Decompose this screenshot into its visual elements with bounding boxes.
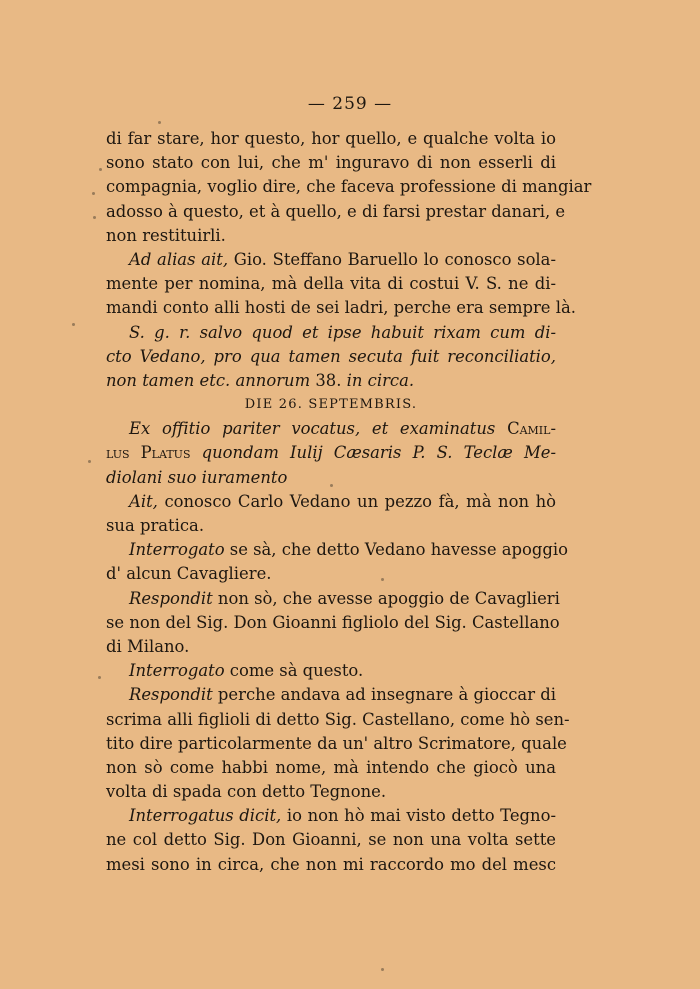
italic-text: quondam Iulij Cæsaris P. S. Teclæ Me- bbox=[190, 443, 556, 463]
italic-text: Interrogatus dicit, bbox=[129, 806, 282, 826]
text-line bbox=[106, 175, 592, 199]
text-segment: mesi sono in circa, che non mi raccordo mo del mesc bbox=[106, 854, 556, 874]
text-line bbox=[106, 321, 556, 345]
text-line bbox=[106, 635, 556, 659]
print-speck bbox=[72, 323, 75, 326]
text-line bbox=[106, 248, 556, 272]
text-line bbox=[106, 151, 556, 175]
text-segment: se sà, che detto Vedano havesse apoggio bbox=[224, 540, 568, 560]
text-line bbox=[106, 296, 576, 320]
text-segment: scrima alli figlioli di detto Sig. Castellano, come hò sen- bbox=[106, 709, 570, 729]
text-segment: di Milano. bbox=[106, 636, 190, 656]
text-line bbox=[106, 659, 556, 683]
italic-text: Interrogato bbox=[129, 661, 225, 681]
text-segment: mente per nomina, mà della vita di costui V. S. ne di- bbox=[106, 274, 556, 294]
small-caps-text: Camil- bbox=[507, 419, 556, 439]
text-line bbox=[106, 127, 556, 151]
print-speck bbox=[99, 168, 102, 171]
italic-text: S. g. r. salvo quod et ipse habuit rixam cum di- bbox=[129, 322, 556, 342]
italic-text: Ex offitio pariter vocatus, et examinatus bbox=[129, 419, 508, 439]
small-caps-text: lus Platus bbox=[106, 443, 191, 463]
text-line bbox=[106, 804, 556, 828]
text-segment: volta di spada con detto Tegnone. bbox=[106, 782, 387, 802]
text-segment: perche andava ad insegnare à gioccar di bbox=[212, 685, 556, 705]
text-segment: come sà questo. bbox=[224, 661, 364, 681]
text-segment: d' alcun Cavagliere. bbox=[106, 564, 272, 584]
text-line bbox=[106, 587, 560, 611]
italic-text: non tamen etc. annorum bbox=[106, 370, 311, 390]
text-segment: non restituirli. bbox=[106, 225, 226, 245]
text-segment: non sò, che avesse apoggio de Cavaglieri bbox=[212, 588, 560, 608]
text-segment: io non hò mai visto detto Tegno- bbox=[281, 806, 556, 826]
text-segment: tito dire particolarmente da un' altro Scrimatore, quale bbox=[106, 733, 567, 753]
text-line bbox=[106, 708, 570, 732]
text-line bbox=[106, 683, 556, 707]
text-segment: ne col detto Sig. Don Gioanni, se non una volta sette bbox=[106, 830, 556, 850]
text-segment: 38. bbox=[310, 370, 347, 390]
text-line bbox=[106, 490, 556, 514]
text-line bbox=[106, 611, 560, 635]
text-line bbox=[106, 345, 556, 369]
text-segment: sua pratica. bbox=[106, 516, 205, 535]
text-segment: compagnia, voglio dire, che faceva professione di mangiar bbox=[106, 177, 592, 197]
text-line bbox=[106, 272, 556, 296]
text-line bbox=[106, 514, 556, 538]
italic-text: Ait, bbox=[129, 491, 158, 511]
italic-text: cto Vedano, pro qua tamen secuta fuit reconciliatio, bbox=[106, 346, 556, 366]
text-segment: mandi conto alli hosti de sei ladri, perche era sempre là. bbox=[106, 298, 576, 318]
page-body-text bbox=[106, 127, 592, 877]
italic-text: in circa. bbox=[346, 370, 415, 390]
italic-text: Respondit bbox=[129, 588, 213, 608]
text-line bbox=[106, 562, 556, 586]
text-segment: non sò come habbi nome, mà intendo che giocò una bbox=[106, 757, 556, 777]
italic-text: diolani suo iuramento bbox=[106, 467, 288, 487]
print-speck bbox=[381, 578, 384, 581]
text-segment: sono stato con lui, che m' inguravo di non esserli di bbox=[106, 153, 556, 173]
text-line bbox=[106, 732, 567, 756]
print-speck bbox=[88, 460, 91, 463]
italic-text: Ad alias ait, bbox=[129, 249, 229, 269]
text-segment: di far stare, hor questo, hor quello, e qualche volta io bbox=[106, 129, 556, 148]
text-segment: conosco Carlo Vedano un pezzo fà, mà non hò bbox=[157, 491, 556, 511]
print-speck bbox=[158, 121, 161, 124]
text-segment: Gio. Steffano Baruello lo conosco sola- bbox=[228, 249, 556, 269]
text-line bbox=[106, 756, 556, 780]
text-line bbox=[106, 853, 556, 877]
text-segment: DIE 26. SEPTEMBRIS. bbox=[244, 397, 418, 413]
print-speck bbox=[381, 968, 384, 971]
text-line bbox=[106, 441, 556, 465]
text-line bbox=[106, 224, 556, 248]
print-speck bbox=[93, 216, 96, 219]
text-line bbox=[106, 369, 556, 393]
italic-text: Respondit bbox=[129, 685, 213, 705]
text-line bbox=[106, 828, 556, 852]
print-speck bbox=[98, 676, 101, 679]
italic-text: Interrogato bbox=[129, 540, 225, 560]
page-number: — 259 — bbox=[307, 94, 393, 114]
text-line bbox=[106, 538, 568, 562]
text-line bbox=[106, 417, 556, 441]
text-line bbox=[106, 780, 556, 804]
print-speck bbox=[92, 192, 95, 195]
text-segment: se non del Sig. Don Gioanni figliolo del Sig. Castellano bbox=[106, 612, 560, 632]
text-segment: adosso à questo, et à quello, e di farsi prestar danari, e bbox=[106, 201, 566, 221]
text-line bbox=[106, 200, 566, 224]
section-heading bbox=[106, 393, 556, 417]
print-speck bbox=[330, 484, 333, 487]
